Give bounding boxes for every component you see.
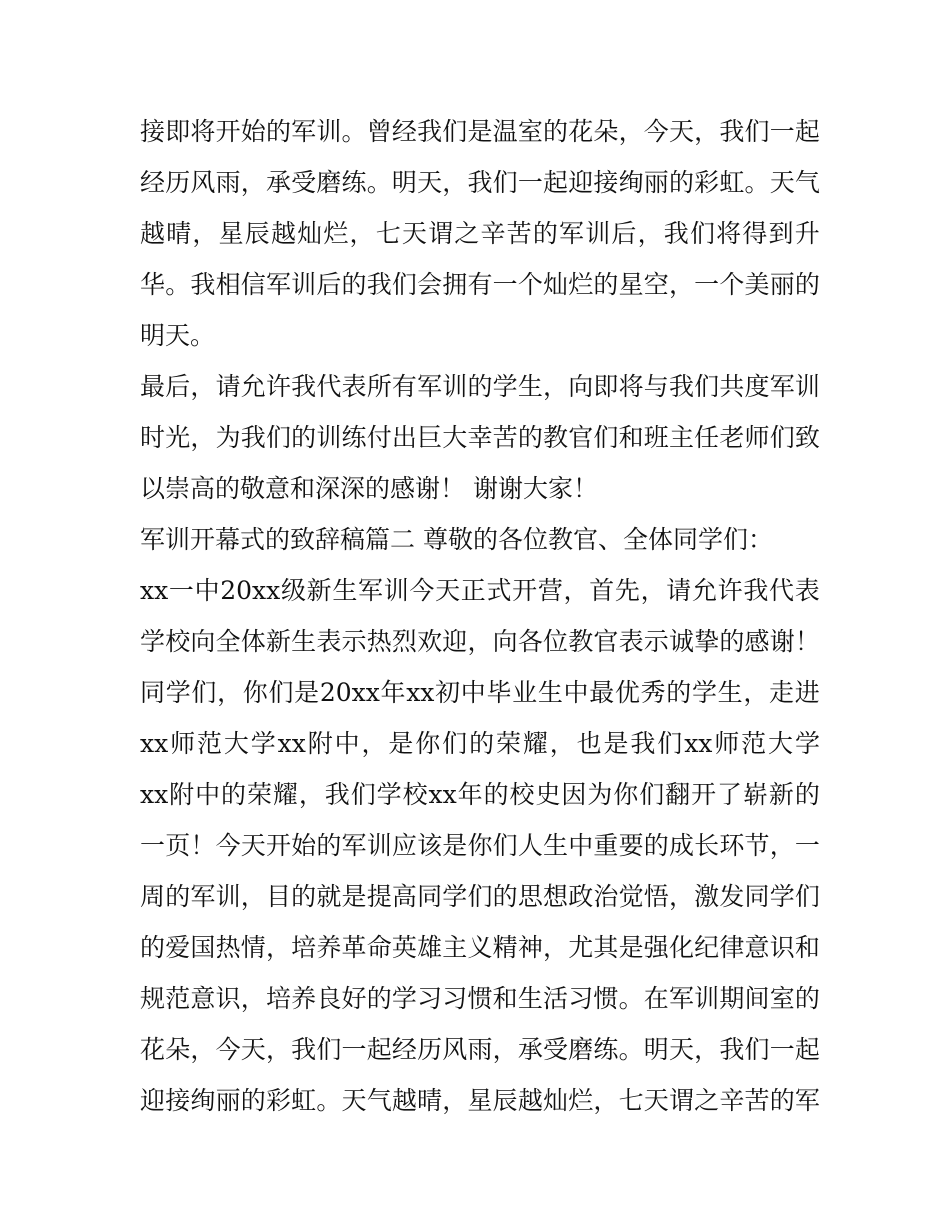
- text-line: 接 即 将 开 始 的 军 训 。 曾 经 我 们 是 温 室 的 花 朵 ， 今 天 ， 我 们 一 起: [140, 117, 820, 146]
- text-line: 以崇高的敬意和深深的感谢！ 谢谢大家！: [140, 474, 598, 503]
- text-line: 军训开幕式的致辞稿篇二 尊敬的各位教官、全体同学们：: [140, 525, 773, 554]
- text-line: xx 师 范 大 学 xx 附 中 ， 是 你 们 的 荣 耀 ， 也 是 我 们 xx 师 范 大 学: [140, 729, 820, 758]
- text-line: 学 校 向 全 体 新 生 表 示 热 烈 欢 迎 ， 向 各 位 教 官 表 示 诚 挚 的 感 谢 ！: [140, 627, 820, 656]
- text-line: 越 晴 ， 星 辰 越 灿 烂 ， 七 天 谓 之 辛 苦 的 军 训 后 ， 我 们 将 得 到 升: [140, 219, 820, 248]
- text-line: 最 后 ， 请 允 许 我 代 表 所 有 军 训 的 学 生 ， 向 即 将 与 我 们 共 度 军 训: [140, 372, 820, 401]
- text-line: 明天。: [140, 321, 216, 350]
- text-line: 规 范 意 识 ， 培 养 良 好 的 学 习 习 惯 和 生 活 习 惯 。 在 军 训 期 间 室 的: [140, 984, 820, 1013]
- text-line: 华 。 我 相 信 军 训 后 的 我 们 会 拥 有 一 个 灿 烂 的 星 空 ， 一 个 美 丽 的: [140, 270, 820, 299]
- document-body: [140, 106, 820, 1126]
- text-line: 一 页 ！ 今 天 开 始 的 军 训 应 该 是 你 们 人 生 中 重 要 的 成 长 环 节 ， 一: [140, 831, 820, 860]
- text-line: 周 的 军 训 ， 目 的 就 是 提 高 同 学 们 的 思 想 政 治 觉 悟 ， 激 发 同 学 们: [140, 882, 820, 911]
- text-line: xx 附 中 的 荣 耀 ， 我 们 学 校 xx 年 的 校 史 因 为 你 们 翻 开 了 崭 新 的: [140, 780, 820, 809]
- text-line: xx 一 中 20xx 级 新 生 军 训 今 天 正 式 开 营 ， 首 先 ， 请 允 许 我 代 表: [140, 576, 820, 605]
- text-line: 花 朵 ， 今 天 ， 我 们 一 起 经 历 风 雨 ， 承 受 磨 练 。 明 天 ， 我 们 一 起: [140, 1035, 820, 1064]
- text-line: 时 光 ， 为 我 们 的 训 练 付 出 巨 大 幸 苦 的 教 官 们 和 班 主 任 老 师 们 致: [140, 423, 820, 452]
- text-line: 迎 接 绚 丽 的 彩 虹 。 天 气 越 晴 ， 星 辰 越 灿 烂 ， 七 天 谓 之 辛 苦 的 军: [140, 1086, 820, 1115]
- text-line: 同 学 们 ， 你 们 是 20xx 年 xx 初 中 毕 业 生 中 最 优 秀 的 学 生 ， 走 进: [140, 678, 820, 707]
- text-line: 的 爱 国 热 情 ， 培 养 革 命 英 雄 主 义 精 神 ， 尤 其 是 强 化 纪 律 意 识 和: [140, 933, 820, 962]
- text-line: 经 历 风 雨 ， 承 受 磨 练 。 明 天 ， 我 们 一 起 迎 接 绚 丽 的 彩 虹 。 天 气: [140, 168, 820, 197]
